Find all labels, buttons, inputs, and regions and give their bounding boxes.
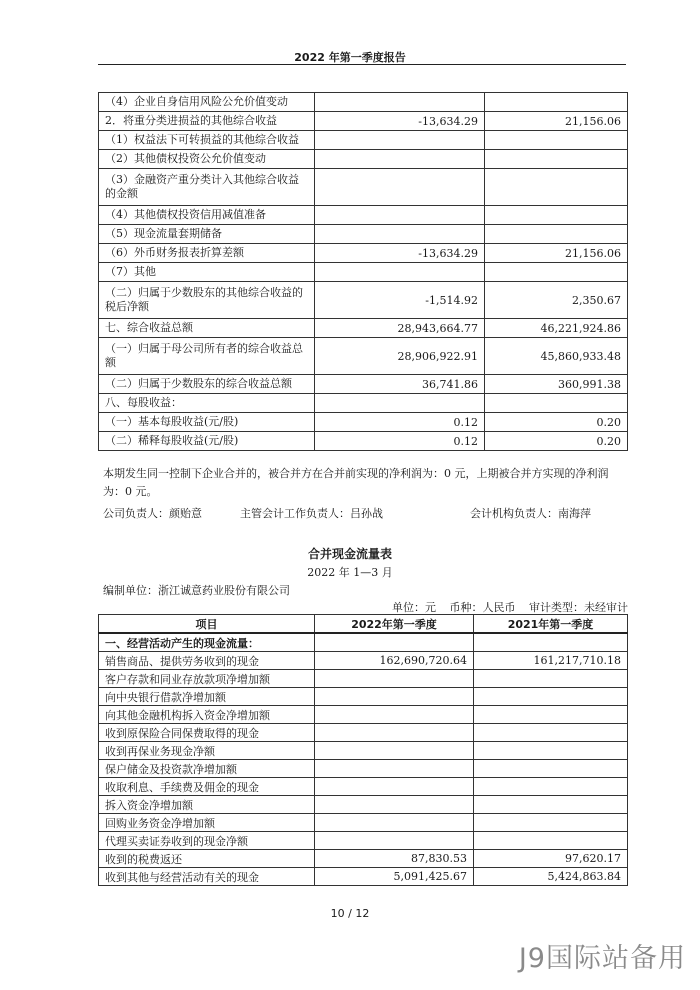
table-row: [99, 150, 628, 169]
table-row: [99, 633, 628, 652]
value-current: 28,943,664.77: [315, 319, 485, 338]
col-header-2022q1: 2022年第一季度: [315, 615, 474, 634]
row-label: 2．将重分类进损益的其他综合收益: [99, 112, 315, 131]
table-row: [99, 652, 628, 670]
table-row: [99, 706, 628, 724]
page-number: 10 / 12: [330, 907, 370, 920]
value-current: [315, 93, 485, 112]
table-row: [99, 112, 628, 131]
row-label: 客户存款和同业存放款项净增加额: [99, 670, 315, 688]
value-prior: [485, 131, 628, 150]
value-current: [315, 150, 485, 169]
table-row: [99, 742, 628, 760]
row-label: （4）企业自身信用风险公允价值变动: [99, 93, 315, 112]
row-label: 收到原保险合同保费取得的现金: [99, 724, 315, 742]
value-prior: [474, 688, 628, 706]
row-label: 代理买卖证券收到的现金净额: [99, 832, 315, 850]
value-current: [315, 670, 474, 688]
value-prior: [485, 263, 628, 282]
meta-audit-type: 审计类型：未经审计: [529, 601, 628, 614]
value-prior: [474, 760, 628, 778]
table-row: [99, 206, 628, 225]
col-header-item: 项目: [99, 615, 315, 634]
value-current: [315, 633, 474, 652]
row-label: 八、每股收益：: [99, 394, 315, 413]
value-prior: 46,221,924.86: [485, 319, 628, 338]
row-label: 收到再保业务现金净额: [99, 742, 315, 760]
table-row: [99, 670, 628, 688]
value-prior: [485, 225, 628, 244]
accounting-head-signature: 主管会计工作负责人：吕孙战: [240, 507, 383, 520]
value-current: [315, 760, 474, 778]
value-current: 28,906,922.91: [315, 338, 485, 375]
meta-currency: 币种：人民币: [449, 601, 516, 614]
value-current: 0.12: [315, 432, 485, 451]
value-current: [315, 832, 474, 850]
table-row: [99, 868, 628, 886]
row-label: （3）金融资产重分类计入其他综合收益的金额: [99, 169, 315, 206]
value-prior: [485, 394, 628, 413]
value-current: [315, 778, 474, 796]
table-row: [99, 850, 628, 868]
table-row: [99, 225, 628, 244]
value-prior: [485, 169, 628, 206]
value-prior: 21,156.06: [485, 244, 628, 263]
value-current: [315, 706, 474, 724]
value-current: 87,830.53: [315, 850, 474, 868]
comprehensive-income-table: [98, 92, 628, 451]
row-label: （1）权益法下可转损益的其他综合收益: [99, 131, 315, 150]
value-current: [315, 263, 485, 282]
value-prior: 5,424,863.84: [474, 868, 628, 886]
row-label: （一）基本每股收益(元/股): [99, 413, 315, 432]
agency-head-signature: 会计机构负责人：南海萍: [470, 507, 591, 520]
value-prior: [485, 150, 628, 169]
row-label: （二）归属于少数股东的综合收益总额: [99, 375, 315, 394]
table-row: [99, 832, 628, 850]
value-prior: 0.20: [485, 413, 628, 432]
row-label: （二）归属于少数股东的其他综合收益的税后净额: [99, 282, 315, 319]
table-row: [99, 724, 628, 742]
value-current: [315, 688, 474, 706]
row-label: （2）其他债权投资公允价值变动: [99, 150, 315, 169]
value-prior: [474, 724, 628, 742]
company-head-signature: 公司负责人：颜贻意: [103, 507, 202, 520]
row-label: （5）现金流量套期储备: [99, 225, 315, 244]
value-current: [315, 169, 485, 206]
preparer-unit: 编制单位：浙江诚意药业股份有限公司: [103, 584, 290, 597]
value-prior: 360,991.38: [485, 375, 628, 394]
value-current: [315, 742, 474, 760]
row-label: （一）归属于母公司所有者的综合收益总额: [99, 338, 315, 375]
value-current: [315, 225, 485, 244]
table-row: [99, 263, 628, 282]
merger-note: 本期发生同一控制下企业合并的，被合并方在合并前实现的净利润为：0 元，上期被合并方实现的净利润为：0 元。: [103, 467, 609, 498]
row-label: （4）其他债权投资信用减值准备: [99, 206, 315, 225]
value-prior: [474, 742, 628, 760]
row-label: 销售商品、提供劳务收到的现金: [99, 652, 315, 670]
row-label: （7）其他: [99, 263, 315, 282]
value-prior: [474, 633, 628, 652]
value-current: -13,634.29: [315, 112, 485, 131]
value-prior: [474, 796, 628, 814]
value-current: 5,091,425.67: [315, 868, 474, 886]
cashflow-table: [98, 614, 628, 886]
row-label: 收到其他与经营活动有关的现金: [99, 868, 315, 886]
row-label: （6）外币财务报表折算差额: [99, 244, 315, 263]
table-row: [99, 814, 628, 832]
value-prior: [474, 778, 628, 796]
row-label: 回购业务资金净增加额: [99, 814, 315, 832]
value-prior: 21,156.06: [485, 112, 628, 131]
watermark-text: J9国际站备用: [518, 943, 686, 974]
row-label: 保户储金及投资款净增加额: [99, 760, 315, 778]
value-current: [315, 796, 474, 814]
table-row: [99, 778, 628, 796]
table-row: [99, 375, 628, 394]
cashflow-title: 合并现金流量表: [307, 547, 392, 561]
value-prior: 0.20: [485, 432, 628, 451]
report-header-title: 2022 年第一季度报告: [294, 51, 406, 64]
table-row: [99, 319, 628, 338]
table-row: [99, 394, 628, 413]
value-prior: [474, 706, 628, 724]
value-prior: [474, 670, 628, 688]
value-prior: [474, 832, 628, 850]
table-row: [99, 796, 628, 814]
table-row: [99, 688, 628, 706]
cashflow-header-row: [99, 615, 628, 634]
row-label: 向中央银行借款净增加额: [99, 688, 315, 706]
value-current: [315, 814, 474, 832]
value-current: [315, 131, 485, 150]
value-prior: [485, 206, 628, 225]
value-current: 162,690,720.64: [315, 652, 474, 670]
row-label: 七、综合收益总额: [99, 319, 315, 338]
table-row: [99, 413, 628, 432]
value-prior: [474, 814, 628, 832]
cashflow-meta: [382, 599, 628, 615]
row-label: 拆入资金净增加额: [99, 796, 315, 814]
value-prior: 45,860,933.48: [485, 338, 628, 375]
value-prior: 97,620.17: [474, 850, 628, 868]
table-row: [99, 169, 628, 206]
table-row: [99, 338, 628, 375]
table-row: [99, 432, 628, 451]
table-row: [99, 282, 628, 319]
value-current: 36,741.86: [315, 375, 485, 394]
row-label: 收取利息、手续费及佣金的现金: [99, 778, 315, 796]
value-current: -1,514.92: [315, 282, 485, 319]
table-row: [99, 760, 628, 778]
value-prior: [485, 93, 628, 112]
row-label: （二）稀释每股收益(元/股): [99, 432, 315, 451]
value-prior: 2,350.67: [485, 282, 628, 319]
row-label: 收到的税费返还: [99, 850, 315, 868]
value-current: [315, 206, 485, 225]
meta-unit: 单位：元: [392, 601, 436, 614]
value-current: 0.12: [315, 413, 485, 432]
value-current: [315, 394, 485, 413]
row-label: 向其他金融机构拆入资金净增加额: [99, 706, 315, 724]
cashflow-date: 2022 年 1—3 月: [307, 566, 393, 579]
value-prior: 161,217,710.18: [474, 652, 628, 670]
row-label: 一、经营活动产生的现金流量：: [99, 633, 315, 652]
table-row: [99, 244, 628, 263]
col-header-2021q1: 2021年第一季度: [474, 615, 628, 634]
table-row: [99, 93, 628, 112]
header-divider: [98, 64, 626, 65]
table-row: [99, 131, 628, 150]
value-current: -13,634.29: [315, 244, 485, 263]
value-current: [315, 724, 474, 742]
